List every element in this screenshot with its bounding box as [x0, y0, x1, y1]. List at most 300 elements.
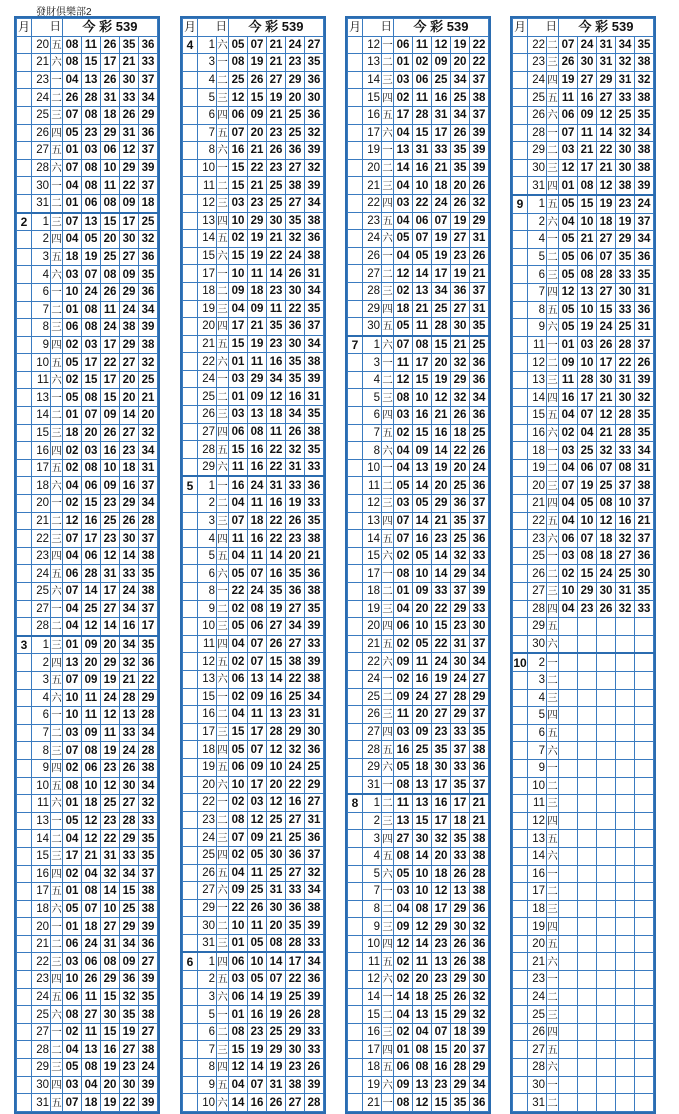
day-cell: 26 [363, 706, 382, 724]
number-cell: 30 [267, 212, 286, 230]
number-cell: 17 [229, 318, 248, 336]
number-cell: 13 [82, 71, 101, 89]
number-cell: 19 [101, 671, 120, 689]
number-cell: 37 [305, 318, 324, 336]
number-cell: 05 [229, 565, 248, 583]
number-cell [578, 830, 597, 848]
weekday-cell: 一 [51, 177, 63, 195]
number-cell: 06 [63, 935, 82, 953]
number-cell: 26 [82, 971, 101, 989]
number-cell [616, 883, 635, 901]
month-cell [348, 142, 363, 160]
weekday-cell: 五 [382, 741, 394, 759]
number-cell: 15 [229, 247, 248, 265]
number-cell: 31 [101, 565, 120, 583]
weekday-cell: 一 [51, 600, 63, 618]
number-cell [635, 830, 654, 848]
weekday-cell: 五 [382, 953, 394, 971]
weekday-cell: 四 [217, 423, 229, 441]
number-cell: 33 [451, 758, 470, 776]
number-cell: 25 [267, 864, 286, 882]
number-cell [559, 1023, 578, 1041]
number-cell: 26 [635, 354, 654, 372]
month-cell [17, 1076, 32, 1094]
day-cell: 8 [32, 742, 51, 760]
weekday-cell: 二 [51, 89, 63, 107]
number-cell: 07 [597, 459, 616, 477]
number-cell [597, 795, 616, 813]
number-cell: 23 [267, 282, 286, 300]
weekday-cell: 三 [547, 1006, 559, 1024]
number-cell: 32 [305, 159, 324, 177]
draw-row [183, 159, 324, 177]
draw-row [348, 1059, 489, 1077]
number-cell: 16 [413, 407, 432, 425]
day-cell: 5 [363, 865, 382, 883]
number-cell: 18 [597, 547, 616, 565]
weekday-cell: 三 [217, 89, 229, 107]
month-cell [183, 1076, 198, 1094]
number-cell: 05 [559, 266, 578, 284]
number-cell [616, 635, 635, 653]
month-cell [17, 248, 32, 266]
number-cell: 27 [82, 1006, 101, 1024]
draw-row [513, 635, 654, 653]
number-cell: 39 [470, 1023, 489, 1041]
month-cell [183, 547, 198, 565]
number-cell [559, 635, 578, 653]
draw-row [348, 230, 489, 248]
number-cell: 29 [101, 124, 120, 142]
number-cell: 24 [82, 283, 101, 301]
month-cell [183, 882, 198, 900]
draw-row [513, 759, 654, 777]
day-cell: 27 [198, 882, 217, 900]
month-cell [17, 71, 32, 89]
number-cell: 27 [139, 953, 158, 971]
number-cell: 16 [286, 794, 305, 812]
number-cell: 36 [139, 124, 158, 142]
number-cell: 33 [305, 934, 324, 952]
day-cell: 8 [32, 319, 51, 337]
weekday-cell: 六 [217, 142, 229, 160]
number-cell: 18 [248, 512, 267, 530]
number-cell: 11 [82, 36, 101, 54]
number-cell: 38 [470, 830, 489, 848]
number-cell: 21 [120, 54, 139, 72]
number-cell [597, 988, 616, 1006]
header-row [183, 19, 324, 37]
number-cell [616, 1076, 635, 1094]
number-cell: 32 [616, 600, 635, 618]
month-cell [513, 600, 528, 618]
number-cell: 06 [578, 248, 597, 266]
number-cell: 25 [267, 194, 286, 212]
month-cell [513, 812, 528, 830]
month-cell [183, 1094, 198, 1112]
number-cell: 36 [470, 900, 489, 918]
day-cell: 2 [528, 213, 547, 231]
number-cell: 15 [101, 1023, 120, 1041]
number-cell: 37 [470, 706, 489, 724]
number-cell: 02 [559, 565, 578, 583]
number-cell: 30 [470, 971, 489, 989]
day-cell: 29 [528, 142, 547, 160]
number-cell: 05 [248, 846, 267, 864]
month-cell [348, 495, 363, 513]
number-cell: 38 [305, 670, 324, 688]
month-cell [348, 177, 363, 195]
number-cell: 34 [120, 600, 139, 618]
number-cell: 20 [451, 177, 470, 195]
month-cell [183, 124, 198, 142]
number-cell [616, 759, 635, 777]
number-cell: 09 [248, 300, 267, 318]
draw-row [348, 212, 489, 230]
draw-row [348, 407, 489, 425]
draw-row [183, 600, 324, 618]
number-cell: 29 [432, 918, 451, 936]
number-cell: 11 [101, 301, 120, 319]
number-cell: 30 [120, 71, 139, 89]
number-cell: 21 [635, 512, 654, 530]
day-cell: 9 [528, 319, 547, 337]
number-cell: 19 [432, 247, 451, 265]
number-cell: 11 [267, 423, 286, 441]
number-cell: 17 [82, 530, 101, 548]
number-cell: 12 [267, 794, 286, 812]
month-cell [17, 231, 32, 249]
number-cell: 22 [413, 194, 432, 212]
draw-row [17, 266, 158, 284]
day-cell: 24 [32, 89, 51, 107]
number-cell [616, 724, 635, 742]
number-cell: 33 [451, 847, 470, 865]
weekday-cell: 三 [382, 495, 394, 513]
number-cell: 30 [120, 231, 139, 249]
number-cell: 16 [413, 670, 432, 688]
number-cell: 25 [470, 424, 489, 442]
number-cell [559, 847, 578, 865]
number-cell: 28 [451, 1059, 470, 1077]
number-cell [559, 935, 578, 953]
number-cell: 25 [267, 811, 286, 829]
number-cell: 38 [635, 54, 654, 72]
number-cell: 19 [101, 1059, 120, 1077]
number-cell: 19 [597, 195, 616, 213]
weekday-cell: 二 [51, 407, 63, 425]
number-cell [616, 971, 635, 989]
number-cell: 26 [101, 71, 120, 89]
number-cell: 24 [451, 670, 470, 688]
number-cell: 19 [101, 1094, 120, 1112]
number-cell: 04 [63, 600, 82, 618]
number-cell: 25 [139, 213, 158, 231]
number-cell: 37 [139, 142, 158, 160]
day-cell: 25 [198, 846, 217, 864]
month-cell [17, 988, 32, 1006]
number-cell: 04 [63, 1041, 82, 1059]
draw-row [183, 583, 324, 601]
number-cell: 16 [616, 512, 635, 530]
number-cell: 16 [229, 142, 248, 160]
month-cell [513, 124, 528, 142]
number-cell: 37 [635, 530, 654, 548]
day-cell: 16 [528, 424, 547, 442]
draw-row [513, 918, 654, 936]
number-cell: 37 [635, 213, 654, 231]
day-cell: 4 [363, 847, 382, 865]
number-cell [597, 900, 616, 918]
number-cell [597, 618, 616, 636]
number-cell: 04 [394, 212, 413, 230]
day-cell: 26 [32, 124, 51, 142]
number-cell: 34 [139, 495, 158, 513]
draw-row [183, 458, 324, 476]
number-cell: 06 [229, 952, 248, 970]
weekday-cell: 一 [382, 36, 394, 54]
day-cell: 3 [198, 988, 217, 1006]
number-cell: 26 [451, 935, 470, 953]
number-cell: 16 [267, 565, 286, 583]
number-cell: 18 [248, 282, 267, 300]
draw-row [17, 194, 158, 212]
number-cell: 13 [432, 953, 451, 971]
number-cell: 27 [451, 230, 470, 248]
number-cell: 14 [394, 988, 413, 1006]
number-cell: 34 [120, 935, 139, 953]
number-cell: 30 [616, 283, 635, 301]
number-cell: 17 [139, 618, 158, 636]
draw-row [17, 301, 158, 319]
month-cell [17, 935, 32, 953]
weekday-cell: 五 [547, 89, 559, 107]
number-cell: 05 [413, 495, 432, 513]
day-cell: 10 [363, 459, 382, 477]
number-cell: 35 [616, 248, 635, 266]
day-cell: 11 [363, 477, 382, 495]
number-cell: 10 [413, 865, 432, 883]
number-cell: 35 [139, 988, 158, 1006]
day-cell: 9 [363, 918, 382, 936]
weekday-cell: 四 [51, 759, 63, 777]
draw-row [17, 1059, 158, 1077]
weekday-cell: 六 [382, 547, 394, 565]
number-cell: 07 [559, 124, 578, 142]
number-cell: 26 [286, 265, 305, 283]
day-cell: 26 [198, 864, 217, 882]
day-cell: 12 [198, 653, 217, 671]
day-cell: 12 [363, 36, 382, 54]
draw-row [513, 142, 654, 160]
number-cell: 31 [470, 300, 489, 318]
number-cell: 20 [451, 54, 470, 72]
number-cell: 18 [101, 106, 120, 124]
weekday-cell: 四 [217, 635, 229, 653]
number-cell: 34 [139, 442, 158, 460]
number-cell: 07 [63, 1094, 82, 1112]
number-cell: 02 [63, 1023, 82, 1041]
month-cell [17, 865, 32, 883]
number-cell: 09 [578, 106, 597, 124]
number-cell: 33 [286, 476, 305, 494]
month-cell [183, 441, 198, 459]
number-cell: 08 [82, 106, 101, 124]
day-cell: 28 [32, 618, 51, 636]
number-cell: 24 [120, 301, 139, 319]
draw-row [183, 318, 324, 336]
number-cell: 31 [305, 265, 324, 283]
number-cell: 29 [451, 706, 470, 724]
page-title: 發財俱樂部2 [36, 7, 92, 18]
number-cell: 16 [248, 530, 267, 548]
number-cell: 26 [286, 423, 305, 441]
number-cell: 27 [597, 231, 616, 249]
number-cell: 16 [82, 512, 101, 530]
day-cell: 30 [198, 917, 217, 935]
number-cell: 28 [120, 812, 139, 830]
weekday-cell: 四 [51, 1076, 63, 1094]
day-cell: 18 [32, 900, 51, 918]
number-cell: 14 [413, 512, 432, 530]
number-cell: 13 [413, 794, 432, 812]
number-cell: 12 [248, 811, 267, 829]
number-cell: 21 [248, 318, 267, 336]
draw-row [17, 600, 158, 618]
number-cell: 23 [248, 1023, 267, 1041]
month-cell [17, 283, 32, 301]
number-cell: 19 [451, 265, 470, 283]
draw-row [348, 635, 489, 653]
month-cell [513, 1041, 528, 1059]
number-cell: 12 [394, 265, 413, 283]
number-cell: 15 [82, 371, 101, 389]
number-cell [578, 707, 597, 725]
weekday-cell: 一 [382, 1094, 394, 1112]
month-cell [17, 795, 32, 813]
weekday-cell: 一 [547, 759, 559, 777]
month-cell [183, 670, 198, 688]
number-cell: 35 [120, 36, 139, 54]
weekday-cell: 五 [382, 635, 394, 653]
number-cell: 25 [413, 741, 432, 759]
number-cell: 18 [82, 918, 101, 936]
day-cell: 13 [528, 371, 547, 389]
number-cell: 33 [120, 724, 139, 742]
number-cell: 27 [267, 618, 286, 636]
number-cell: 31 [267, 476, 286, 494]
number-cell: 31 [267, 1076, 286, 1094]
number-cell: 13 [413, 1006, 432, 1024]
day-cell: 23 [528, 54, 547, 72]
weekday-cell: 一 [547, 971, 559, 989]
month-cell [183, 1041, 198, 1059]
weekday-cell: 一 [51, 918, 63, 936]
number-cell [597, 1006, 616, 1024]
draw-row [17, 1023, 158, 1041]
day-cell: 2 [32, 231, 51, 249]
weekday-cell: 五 [547, 830, 559, 848]
number-cell: 12 [63, 512, 82, 530]
number-cell: 36 [305, 829, 324, 847]
number-cell [559, 953, 578, 971]
weekday-cell: 三 [547, 54, 559, 72]
weekday-cell: 五 [382, 106, 394, 124]
month-cell [17, 724, 32, 742]
number-cell: 31 [635, 459, 654, 477]
month-cell [348, 89, 363, 107]
number-cell: 28 [470, 865, 489, 883]
number-cell: 22 [229, 583, 248, 601]
weekday-cell: 二 [382, 265, 394, 283]
number-cell: 26 [286, 1006, 305, 1024]
number-cell: 25 [101, 248, 120, 266]
month-cell [513, 865, 528, 883]
day-cell: 2 [198, 971, 217, 989]
number-cell: 14 [248, 988, 267, 1006]
weekday-cell: 二 [382, 1006, 394, 1024]
weekday-cell: 六 [547, 953, 559, 971]
number-cell: 10 [413, 618, 432, 636]
number-cell: 17 [432, 900, 451, 918]
day-cell: 24 [363, 670, 382, 688]
draw-row [348, 194, 489, 212]
number-cell [559, 812, 578, 830]
number-cell: 13 [413, 282, 432, 300]
draw-row [513, 336, 654, 354]
draw-row [183, 565, 324, 583]
number-cell [578, 918, 597, 936]
number-cell: 04 [229, 300, 248, 318]
number-cell: 13 [248, 406, 267, 424]
number-cell: 11 [394, 794, 413, 812]
number-cell: 30 [578, 54, 597, 72]
number-cell: 29 [578, 583, 597, 601]
number-cell: 07 [82, 407, 101, 425]
number-cell: 26 [267, 635, 286, 653]
number-cell: 04 [229, 864, 248, 882]
day-cell: 30 [32, 1076, 51, 1094]
day-cell: 19 [363, 1076, 382, 1094]
number-cell: 28 [616, 424, 635, 442]
day-header: 日 [198, 19, 229, 37]
number-cell: 25 [470, 336, 489, 354]
number-cell: 24 [432, 194, 451, 212]
number-cell: 34 [305, 952, 324, 970]
number-cell: 31 [432, 106, 451, 124]
number-cell: 07 [229, 829, 248, 847]
number-cell: 09 [101, 477, 120, 495]
day-cell: 8 [528, 301, 547, 319]
month-header: 月 [348, 20, 361, 35]
weekday-cell: 六 [547, 106, 559, 124]
number-cell: 38 [139, 1041, 158, 1059]
number-cell: 22 [286, 776, 305, 794]
draw-row [17, 971, 158, 989]
weekday-cell: 五 [51, 354, 63, 372]
number-cell: 09 [413, 723, 432, 741]
number-cell: 03 [559, 547, 578, 565]
month-cell [17, 142, 32, 160]
day-cell: 25 [528, 547, 547, 565]
number-cell: 14 [597, 124, 616, 142]
month-cell [183, 988, 198, 1006]
number-cell: 30 [451, 318, 470, 336]
number-cell: 27 [286, 864, 305, 882]
number-cell: 36 [470, 935, 489, 953]
day-cell: 31 [528, 1094, 547, 1112]
number-cell [616, 812, 635, 830]
